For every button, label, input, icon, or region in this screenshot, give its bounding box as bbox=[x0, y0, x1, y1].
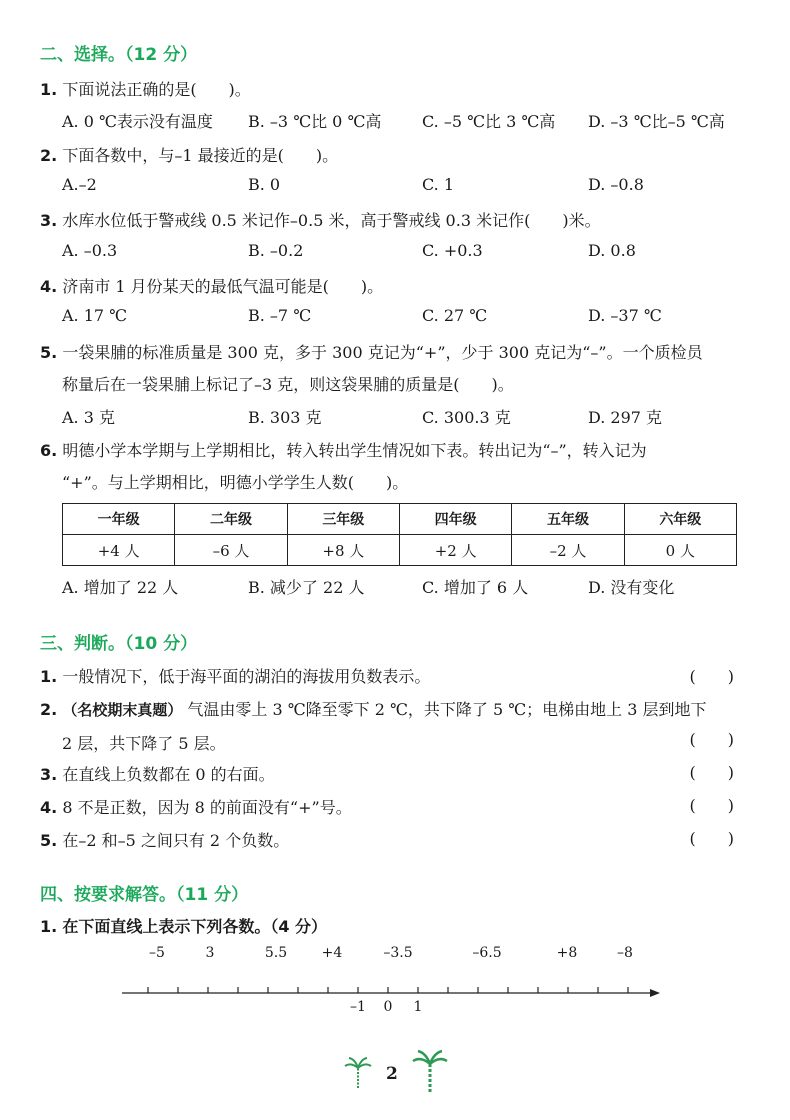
option-b[interactable]: B. –3 ℃比 0 ℃高 bbox=[248, 112, 382, 131]
question-number: 1. bbox=[40, 80, 58, 99]
question-5 bbox=[40, 340, 703, 363]
option-c[interactable]: C. –5 ℃比 3 ℃高 bbox=[422, 112, 556, 131]
axis-label-1: 1 bbox=[413, 999, 423, 1015]
question-1 bbox=[40, 77, 251, 100]
option-c[interactable]: C. +0.3 bbox=[422, 241, 483, 260]
option-b[interactable]: B. 303 克 bbox=[248, 408, 322, 427]
option-b[interactable]: B. 0 bbox=[248, 175, 281, 194]
item-number: 4. bbox=[40, 798, 58, 817]
table-header-cell: 一年级 bbox=[63, 504, 175, 535]
question-number: 5. bbox=[40, 343, 58, 362]
question-number: 4. bbox=[40, 277, 58, 296]
option-d[interactable]: D. –37 ℃ bbox=[588, 306, 662, 325]
solve-question-1 bbox=[40, 914, 327, 937]
palm-tree-icon bbox=[343, 1050, 373, 1090]
option-c[interactable]: C. 增加了 6 人 bbox=[422, 578, 529, 597]
judge-item-5 bbox=[40, 828, 289, 851]
table-cell: 0 人 bbox=[624, 535, 736, 566]
option-d[interactable]: D. 297 克 bbox=[588, 408, 663, 427]
number-label: +8 bbox=[556, 945, 578, 961]
judge-item-2 bbox=[40, 697, 707, 720]
item-text: 在直线上负数都在 0 的右面。 bbox=[62, 765, 275, 784]
axis-label-0: 0 bbox=[383, 999, 393, 1015]
table-header-cell: 六年级 bbox=[624, 504, 736, 535]
question-3 bbox=[40, 208, 601, 231]
table-header-cell: 五年级 bbox=[512, 504, 624, 535]
number-label: –5 bbox=[149, 945, 165, 961]
table-header-cell: 三年级 bbox=[287, 504, 399, 535]
answer-blank[interactable]: ( ) bbox=[689, 829, 734, 848]
number-label: +4 bbox=[321, 945, 343, 961]
item-number: 5. bbox=[40, 831, 58, 850]
answer-blank[interactable]: ( ) bbox=[689, 730, 734, 749]
question-number: 1. bbox=[40, 917, 58, 936]
question-2 bbox=[40, 143, 338, 166]
transfer-table bbox=[62, 503, 737, 566]
item-text: 8 不是正数，因为 8 的前面没有“+”号。 bbox=[62, 798, 352, 817]
option-d[interactable]: D. –3 ℃比–5 ℃高 bbox=[588, 112, 725, 131]
palm-tree-icon bbox=[412, 1046, 448, 1094]
item-tag: （名校期末真题） bbox=[62, 701, 183, 719]
answer-blank[interactable]: ( ) bbox=[689, 763, 734, 782]
question-text: 下面说法正确的是( )。 bbox=[62, 80, 251, 99]
table-cell: +4 人 bbox=[63, 535, 175, 566]
table-cell: +8 人 bbox=[287, 535, 399, 566]
judge-item-1 bbox=[40, 664, 430, 687]
option-a[interactable]: A. 3 克 bbox=[62, 408, 115, 427]
item-text: 在–2 和–5 之间只有 2 个负数。 bbox=[62, 831, 290, 850]
section-title-solve: 四、按要求解答。（11 分） bbox=[40, 885, 249, 905]
option-c[interactable]: C. 27 ℃ bbox=[422, 306, 488, 325]
question-4 bbox=[40, 274, 383, 297]
number-line-arrow bbox=[650, 989, 660, 997]
question-number: 6. bbox=[40, 441, 58, 460]
table-row bbox=[63, 535, 737, 566]
number-label: –3.5 bbox=[383, 945, 413, 961]
option-b[interactable]: B. –7 ℃ bbox=[248, 306, 312, 325]
answer-blank[interactable]: ( ) bbox=[689, 796, 734, 815]
question-6 bbox=[40, 438, 647, 461]
option-d[interactable]: D. 0.8 bbox=[588, 241, 636, 260]
table-header-cell: 四年级 bbox=[399, 504, 511, 535]
answer-blank[interactable]: ( ) bbox=[689, 667, 734, 686]
question-text: 济南市 1 月份某天的最低气温可能是( )。 bbox=[62, 277, 384, 296]
question-text: 水库水位低于警戒线 0.5 米记作–0.5 米，高于警戒线 0.3 米记作( )米。 bbox=[62, 211, 601, 230]
option-a[interactable]: A. 17 ℃ bbox=[62, 306, 128, 325]
question-text-continued: 称量后在一袋果脯上标记了–3 克，则这袋果脯的质量是( )。 bbox=[62, 375, 514, 394]
item-number: 2. bbox=[40, 700, 58, 719]
option-c[interactable]: C. 300.3 克 bbox=[422, 408, 511, 427]
judge-item-3 bbox=[40, 762, 275, 785]
item-text: 一般情况下，低于海平面的湖泊的海拔用负数表示。 bbox=[62, 667, 431, 686]
question-number: 3. bbox=[40, 211, 58, 230]
number-label: –6.5 bbox=[472, 945, 502, 961]
question-text: 下面各数中，与–1 最接近的是( )。 bbox=[62, 146, 339, 165]
item-text: 气温由零上 3 ℃降至零下 2 ℃，共下降了 5 ℃；电梯由地上 3 层到地下 bbox=[187, 700, 707, 719]
section-title-judge: 三、判断。（10 分） bbox=[40, 634, 198, 654]
item-number: 1. bbox=[40, 667, 58, 686]
question-text-continued: “+”。与上学期相比，明德小学学生人数( )。 bbox=[62, 473, 409, 492]
table-cell: +2 人 bbox=[399, 535, 511, 566]
question-text: 在下面直线上表示下列各数。（4 分） bbox=[62, 917, 328, 936]
option-a[interactable]: A. 增加了 22 人 bbox=[62, 578, 179, 597]
option-d[interactable]: D. 没有变化 bbox=[588, 578, 675, 597]
judge-item-4 bbox=[40, 795, 352, 818]
section-title-choice: 二、选择。（12 分） bbox=[40, 45, 198, 65]
option-b[interactable]: B. 减少了 22 人 bbox=[248, 578, 365, 597]
number-label: 5.5 bbox=[264, 945, 288, 961]
option-a[interactable]: A. –0.3 bbox=[62, 241, 118, 260]
option-a[interactable]: A. 0 ℃表示没有温度 bbox=[62, 112, 213, 131]
table-cell: –2 人 bbox=[512, 535, 624, 566]
number-label: –8 bbox=[617, 945, 633, 961]
item-text-continued: 2 层，共下降了 5 层。 bbox=[62, 734, 226, 753]
page-number: 2 bbox=[386, 1064, 398, 1084]
table-cell: –6 人 bbox=[175, 535, 287, 566]
table-header-row bbox=[63, 504, 737, 535]
question-text: 一袋果脯的标准质量是 300 克，多于 300 克记为“+”，少于 300 克记为“–”。一个质检员 bbox=[62, 343, 703, 362]
table-header-cell: 二年级 bbox=[175, 504, 287, 535]
question-text: 明德小学本学期与上学期相比，转入转出学生情况如下表。转出记为“–”，转入记为 bbox=[62, 441, 647, 460]
option-b[interactable]: B. –0.2 bbox=[248, 241, 304, 260]
number-line-ticks bbox=[148, 987, 628, 993]
option-d[interactable]: D. –0.8 bbox=[588, 175, 644, 194]
question-number: 2. bbox=[40, 146, 58, 165]
option-c[interactable]: C. 1 bbox=[422, 175, 455, 194]
option-a[interactable]: A.–2 bbox=[62, 175, 97, 194]
number-label: 3 bbox=[205, 945, 215, 961]
axis-label-neg1: –1 bbox=[350, 999, 366, 1015]
item-number: 3. bbox=[40, 765, 58, 784]
